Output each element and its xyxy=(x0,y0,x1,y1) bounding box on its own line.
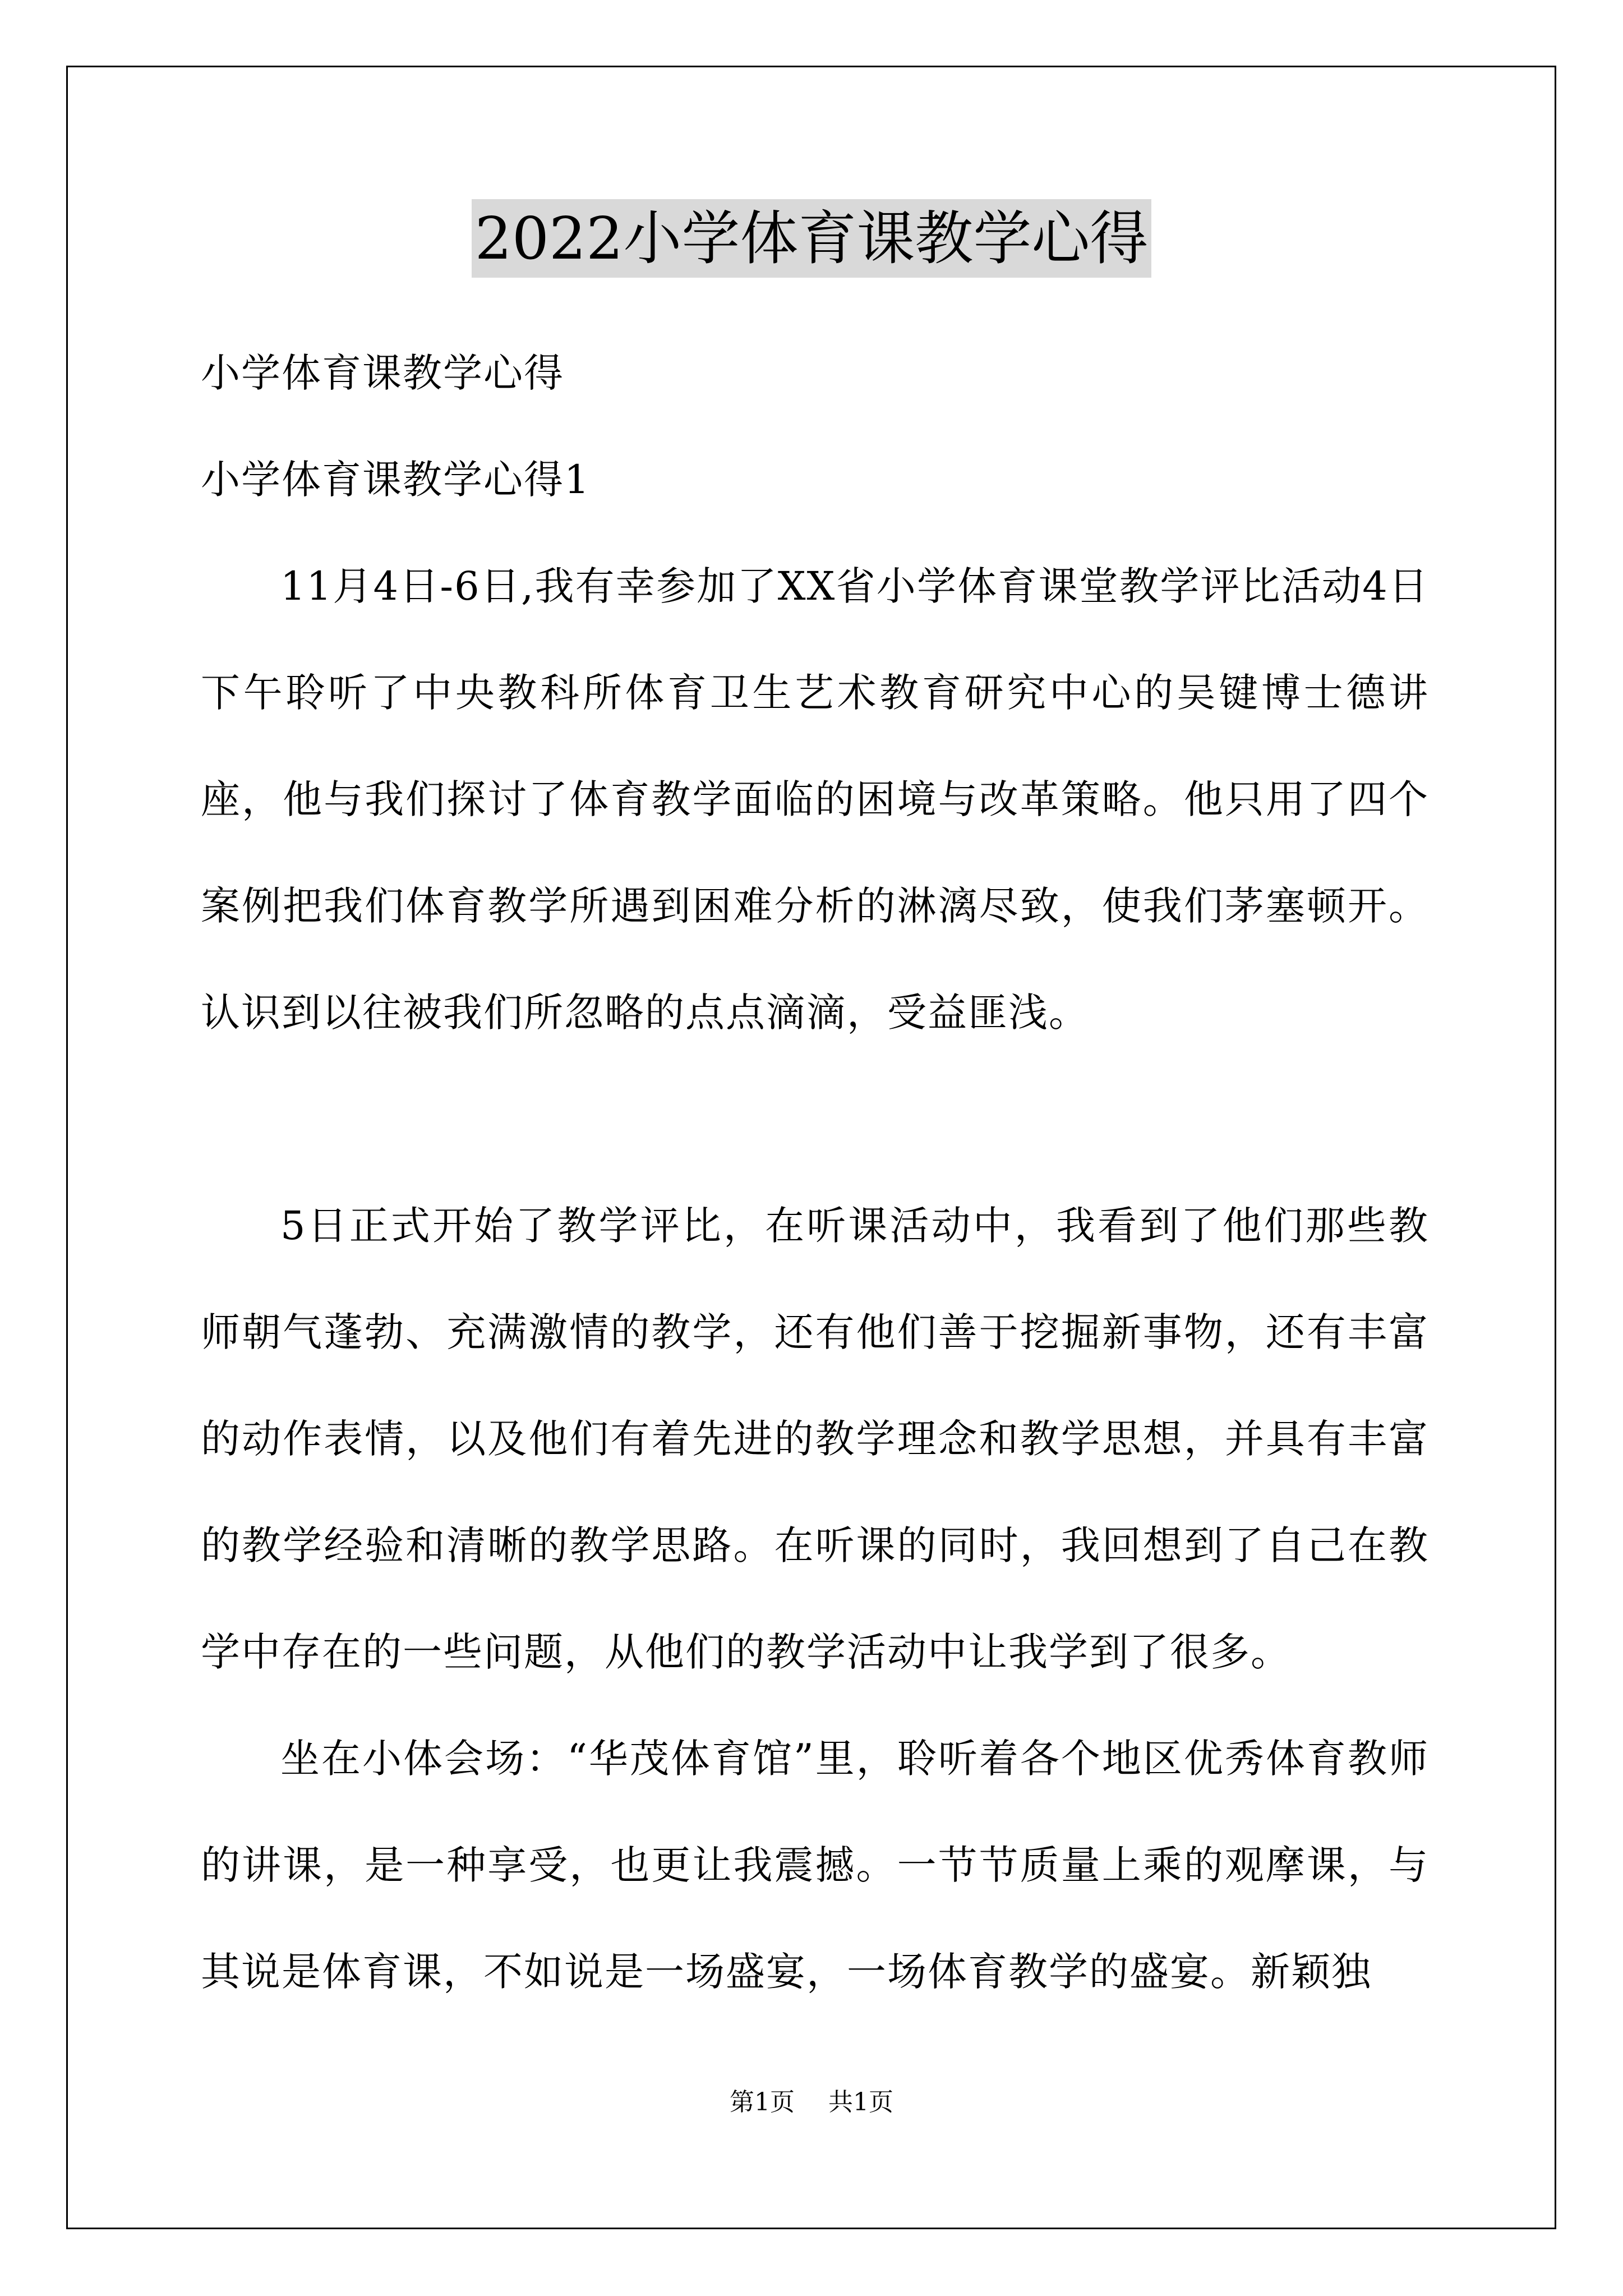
document-body xyxy=(201,320,1429,2025)
document-title: 2022小学体育课教学心得 xyxy=(472,199,1152,278)
paragraph-2: 5日正式开始了教学评比，在听课活动中，我看到了他们那些教师朝气蓬勃、充满激情的教学，还有他们善于挖掘新事物，还有丰富的动作表情，以及他们有着先进的教学理念和教学思想，并具有丰富的教学经验和清晰的教学思路。在听课的同时，我回想到了自己在教学中存在的一些问题，从他们的教学活动中让我学到了很多。 xyxy=(201,1203,1429,1675)
page-number: 第1页 xyxy=(730,2088,795,2116)
title-container xyxy=(0,199,1623,278)
paragraph-1: 11月4日-6日,我有幸参加了XX省小学体育课堂教学评比活动4日下午聆听了中央教科所体育卫生艺术教育研究中心的吴键博士德讲座，他与我们探讨了体育教学面临的困境与改革策略。他只用了四个案例把我们体育教学所遇到困难分析的淋漓尽致，使我们茅塞顿开。认识到以往被我们所忽略的点点滴滴，受益匪浅。 xyxy=(201,563,1429,1036)
document-subtitle: 小学体育课教学心得 xyxy=(201,350,564,396)
section-heading: 小学体育课教学心得1 xyxy=(201,457,591,503)
page-total: 共1页 xyxy=(828,2088,893,2116)
paragraph-3: 坐在小体会场：“华茂体育馆”里，聆听着各个地区优秀体育教师的讲课，是一种享受，也更让我震撼。一节节质量上乘的观摩课，与其说是体育课，不如说是一场盛宴，一场体育教学的盛宴。新颖独 xyxy=(201,1736,1429,1995)
page-footer xyxy=(0,2086,1623,2119)
paragraph-gap xyxy=(201,1066,1429,1172)
